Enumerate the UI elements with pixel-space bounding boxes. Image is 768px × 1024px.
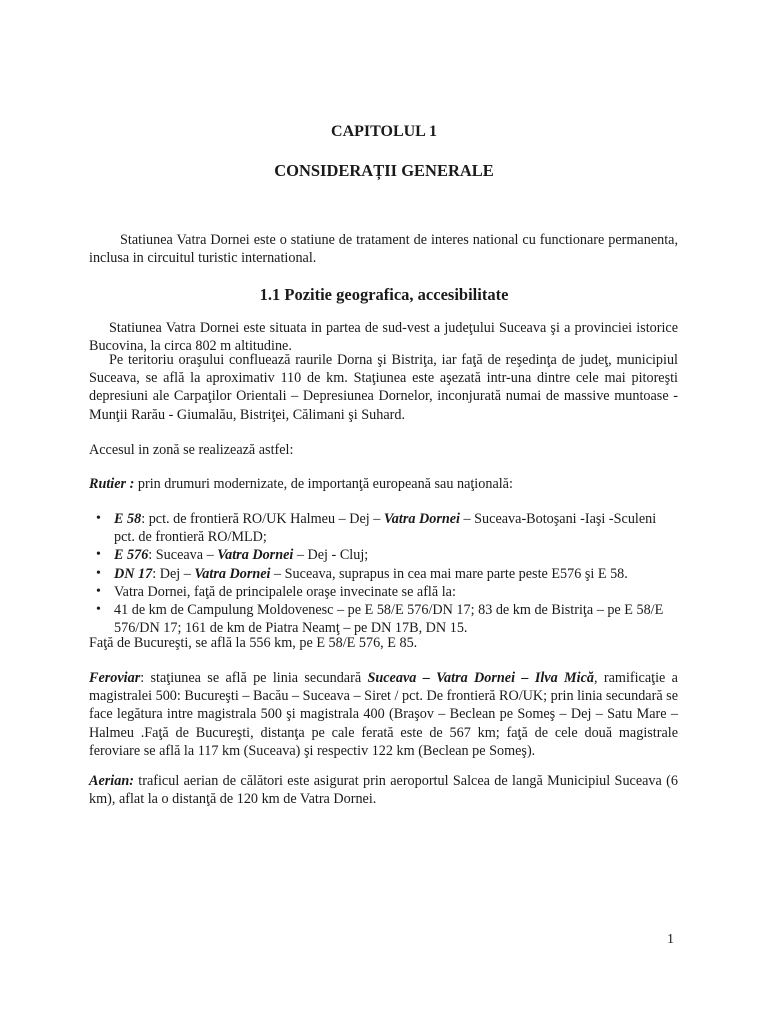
access-intro: Accesul in zonă se realizează astfel: [89,442,294,458]
page-number: 1 [667,932,674,947]
aerian-label: Aerian: [89,773,134,789]
list-item: • 41 de km de Campulung Moldovenesc – pe E 58/E 576/DN 17; 83 de km de Bistriţa – pe E 58/E 576/DN 17; 161 de km de Piatra Neamţ – pe DN 17B, DN 15. [89,601,678,637]
rutier-paragraph [89,475,678,493]
road-list [89,510,678,637]
rutier-label: Rutier : [89,476,135,492]
section-heading: 1.1 Pozitie geografica, accesibilitate [259,285,509,304]
feroviar-label: Feroviar [89,670,141,686]
aerian-paragraph: Aerian: traficul aerian de călători este asigurat prin aeroportul Salcea de langă Municipiul Suceava (6 km), aflat la o distanţă de 120 km de Vatra Dornei. [89,773,678,808]
list-item: • Vatra Dornei, faţă de principalele oraşe invecinate se află la: [89,583,678,601]
feroviar-paragraph: Feroviar: staţiunea se află pe linia secundară Suceava – Vatra Dornei – Ilva Mică, ramificaţie a magistralei 500: Bucureşti – Bacău – Suceava – Siret / pct. De frontieră RO/UK; prin linia secundară se face legătura intre magistrala 500 şi magistrala 400 (Braşov – Beclean pe Someş – Dej – Satu Mare – Halmeu .Faţă de Bucureşti, distanţa pe cale ferată este de 567 km; faţă de cele două magistrale feroviare se află la 117 km (Suceava) şi respectiv 122 km (Beclean pe Someş). [89,670,678,759]
paragraph-location: Statiunea Vatra Dornei este situata in partea de sud-vest a judeţului Suceava şi a provinciei istorice Bucovina, la circa 802 m altitudine. [89,320,678,355]
chapter-title: CONSIDERAȚII GENERALE [274,161,494,180]
list-item: • E 576: Suceava – Vatra Dornei – Dej - Cluj; [89,546,678,564]
list-item: • DN 17: Dej – Vatra Dornei – Suceava, suprapus in cea mai mare parte peste E576 şi E 58. [89,565,678,583]
chapter-label: CAPITOLUL 1 [331,123,437,140]
rutier-text: prin drumuri modernizate, de importanţă europeană sau naţională: [134,476,513,492]
bucuresti-distance: Faţă de Bucureşti, se află la 556 km, pe E 58/E 576, E 85. [89,635,418,651]
paragraph-rivers: Pe teritoriu oraşului confluează raurile Dorna şi Bistriţa, iar faţă de reşedinţa de judeţ, municipiul Suceava, se află la aproximativ 110 de km. Staţiunea este aşezată intr-una dintre cele mai pitoreşti depresiuni ale Carpaţilor Orientali – Depresiunea Dornelor, inconjurată numai de massive muntoase - Munţii Rarău - Giumalău, Bistriţei, Călimani şi Suhard. [89,352,678,423]
intro-paragraph: Statiunea Vatra Dornei este o statiune de tratament de interes national cu functionare permanenta, inclusa in circuitul turistic international. [89,232,678,267]
list-item: • E 58: pct. de frontieră RO/UK Halmeu – Dej – Vatra Dornei – Suceava-Botoşani -Iaşi -Sculeni pct. de frontieră RO/MLD; [89,510,678,546]
